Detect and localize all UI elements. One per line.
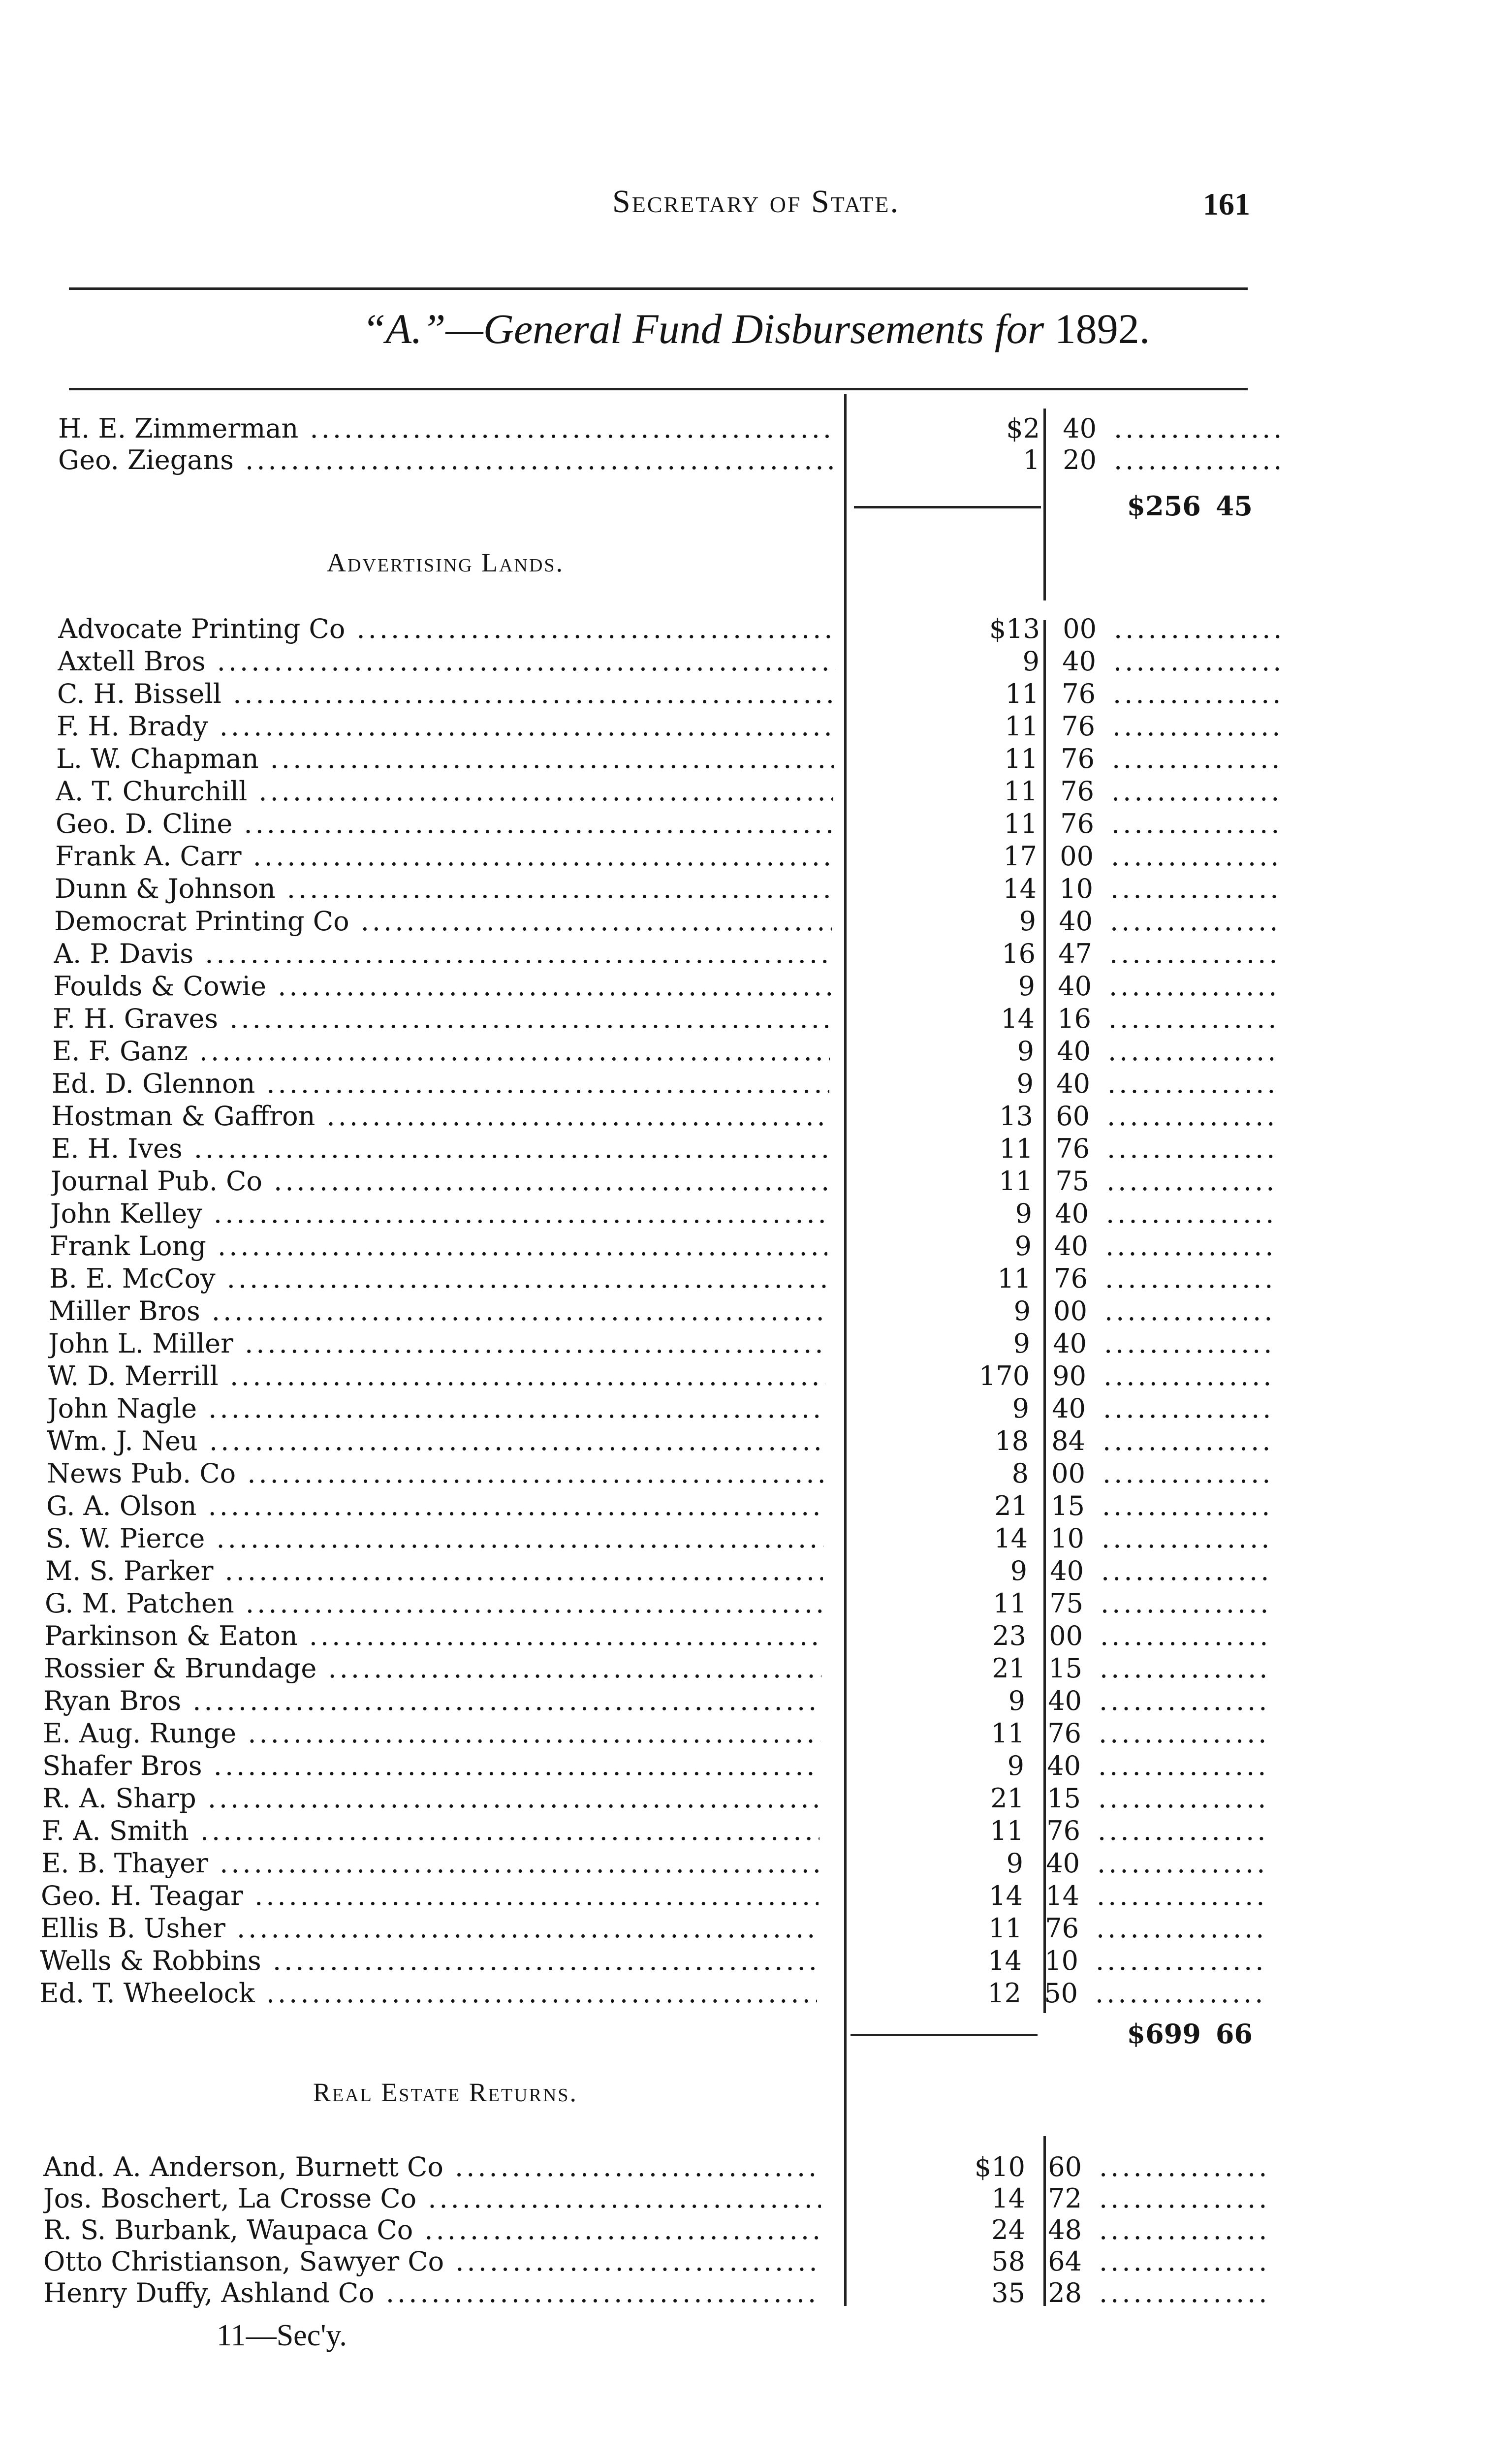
entry-row <box>47 1392 1274 1425</box>
entry-cents: 15 <box>1047 1783 1081 1814</box>
entry-cents: 72 <box>1048 2183 1082 2214</box>
entry-row <box>50 1230 1277 1262</box>
entry-cents: 40 <box>1052 1393 1086 1424</box>
entry-cents: 40 <box>1054 1230 1088 1262</box>
entry-dollars: 13 <box>999 1101 1033 1132</box>
entry-leader-dots: ............... <box>1108 1003 1280 1034</box>
entry-cents: 76 <box>1046 1815 1080 1846</box>
entry-leader-dots: ............... <box>1113 678 1284 709</box>
entry-dollars: 11 <box>999 1133 1033 1164</box>
entry-cents: 84 <box>1051 1425 1085 1456</box>
entry-cents: 76 <box>1045 1913 1079 1944</box>
entry-leader-dots: ............... <box>1114 444 1285 475</box>
entry-name: F. A. Smith ..... <box>42 1815 819 1847</box>
entry-cents: 40 <box>1053 1328 1087 1359</box>
entry-dollars: 58 <box>991 2246 1025 2277</box>
entry-cents: 15 <box>1051 1490 1085 1521</box>
entry-leader-dots: ............... <box>1109 938 1281 969</box>
entry-name: Ellis B. Usher ..... <box>40 1912 818 1945</box>
entry-dollars: 11 <box>993 1588 1027 1619</box>
entry-name: John L. Miller ..... <box>48 1327 826 1360</box>
entry-name: G. M. Patchen ..... <box>45 1587 822 1620</box>
top-total-cents: 45 <box>1215 490 1253 522</box>
entry-dollars: 9 <box>1017 1036 1034 1067</box>
entry-cents: 50 <box>1044 1978 1078 2009</box>
entry-row <box>47 1425 1274 1457</box>
entry-row <box>43 2182 1270 2215</box>
entry-name: Wells & Robbins ..... <box>40 1945 818 1977</box>
entry-cents: 40 <box>1058 971 1092 1002</box>
entry-leader-dots: ............... <box>1102 1523 1273 1554</box>
entry-cents: 75 <box>1049 1588 1083 1619</box>
entry-row <box>47 1457 1274 1490</box>
entry-row <box>43 2277 1270 2309</box>
entry-name: Foulds & Cowie ..... <box>53 970 831 1003</box>
entry-leader-dots: ............... <box>1106 1166 1278 1197</box>
entry-leader-dots: ............... <box>1097 1848 1268 1879</box>
entry-leader-dots: ............... <box>1099 2151 1270 2182</box>
entry-dollars: 14 <box>994 1523 1028 1554</box>
entry-dollars: 24 <box>991 2214 1025 2245</box>
entry-dollars: 11 <box>1004 776 1038 807</box>
entry-row <box>55 840 1282 873</box>
entry-leader-dots: ............... <box>1108 1036 1279 1067</box>
page-number: 161 <box>1203 187 1250 221</box>
entry-row <box>54 938 1281 970</box>
entry-dollars: 9 <box>1016 1068 1034 1099</box>
entry-name: L. W. Chapman ..... <box>56 743 834 775</box>
entry-row <box>48 1327 1275 1360</box>
entry-row <box>45 1587 1272 1620</box>
entry-row <box>56 808 1283 840</box>
entry-name: E. B. Thayer ..... <box>41 1847 819 1880</box>
top-rule <box>69 287 1248 290</box>
entry-dollars: 9 <box>1008 1685 1025 1716</box>
entry-dollars: 11 <box>1004 743 1038 774</box>
entry-dollars: $13 <box>989 613 1040 644</box>
entry-name: John Nagle ..... <box>47 1392 825 1425</box>
entry-name: Rossier & Brundage ..... <box>44 1652 821 1685</box>
entry-cents: 10 <box>1059 873 1093 904</box>
advertising-total <box>1061 2018 1253 2050</box>
entry-dollars: 9 <box>1013 1328 1030 1359</box>
entry-dollars: 16 <box>1002 938 1036 969</box>
entry-row <box>46 1522 1273 1555</box>
entry-leader-dots: ............... <box>1111 808 1283 839</box>
entry-leader-dots: ............... <box>1102 1458 1274 1489</box>
entry-cents: 40 <box>1059 906 1093 937</box>
entry-leader-dots: ............... <box>1098 1783 1269 1814</box>
entry-cents: 76 <box>1056 1133 1090 1164</box>
entry-cents: 90 <box>1052 1360 1086 1391</box>
entry-cents: 40 <box>1057 1036 1091 1067</box>
entry-cents: 15 <box>1048 1653 1082 1684</box>
entry-dollars: 21 <box>994 1490 1028 1521</box>
entry-name: A. T. Churchill ..... <box>56 775 833 808</box>
entry-cents: 00 <box>1049 1620 1083 1651</box>
entry-row <box>52 1068 1279 1100</box>
entry-row <box>51 1165 1278 1198</box>
entry-row <box>43 1717 1270 1750</box>
entry-cents: 40 <box>1047 1750 1081 1781</box>
entry-dollars: 18 <box>995 1425 1029 1456</box>
entry-leader-dots: ............... <box>1111 776 1283 807</box>
real-estate-returns-heading: Real Estate Returns. <box>313 2078 578 2107</box>
entry-leader-dots: ............... <box>1099 1718 1270 1749</box>
entry-leader-dots: ............... <box>1101 1588 1272 1619</box>
entry-row <box>51 1133 1278 1165</box>
entry-dollars: 170 <box>978 1360 1030 1391</box>
entry-dollars: 9 <box>1018 971 1035 1002</box>
entry-cents: 76 <box>1060 808 1094 839</box>
entry-cents: 10 <box>1050 1523 1084 1554</box>
entry-dollars: 9 <box>1013 1295 1031 1326</box>
entry-cents: 60 <box>1056 1101 1090 1132</box>
entry-row <box>55 873 1282 905</box>
entry-dollars: 23 <box>992 1620 1026 1651</box>
entry-name: R. S. Burbank, Waupaca Co ..... <box>43 2214 821 2246</box>
advertising-lands-heading: Advertising Lands. <box>326 548 565 577</box>
entry-dollars: 11 <box>1005 678 1039 709</box>
entry-leader-dots: ............... <box>1110 906 1281 937</box>
entry-leader-dots: ............... <box>1101 1555 1272 1586</box>
entry-name: Frank A. Carr ..... <box>55 840 833 873</box>
entry-dollars: 35 <box>991 2277 1025 2308</box>
entry-dollars: 14 <box>1001 1003 1035 1034</box>
entry-row <box>49 1295 1276 1327</box>
entry-dollars: 9 <box>1022 646 1040 677</box>
entry-leader-dots: ............... <box>1102 1425 1274 1456</box>
entry-cents: 47 <box>1058 938 1092 969</box>
entry-row <box>41 1880 1268 1912</box>
entry-row <box>53 1003 1280 1035</box>
entry-cents: 76 <box>1061 711 1095 742</box>
entry-name: C. H. Bissell ..... <box>57 678 835 710</box>
entry-cents: 28 <box>1048 2277 1082 2308</box>
entry-leader-dots: ............... <box>1099 2277 1270 2308</box>
entry-row <box>56 743 1283 775</box>
entry-name: Ryan Bros ..... <box>43 1685 821 1717</box>
entry-leader-dots: ............... <box>1107 1101 1278 1132</box>
entry-leader-dots: ............... <box>1099 2183 1270 2214</box>
entry-name: Wm. J. Neu ..... <box>47 1425 824 1457</box>
entry-cents: 40 <box>1055 1198 1089 1229</box>
entry-name: Shafer Bros ..... <box>42 1750 820 1782</box>
entry-dollars: 9 <box>1019 906 1036 937</box>
entry-dollars: $10 <box>974 2151 1025 2182</box>
entry-name: Geo. H. Teagar ..... <box>41 1880 819 1912</box>
entry-dollars: 9 <box>1014 1230 1032 1262</box>
entry-cents: 76 <box>1054 1263 1088 1294</box>
entry-name: Journal Pub. Co ..... <box>51 1165 828 1198</box>
entry-dollars: 9 <box>1007 1750 1024 1781</box>
entry-cents: 00 <box>1053 1295 1087 1326</box>
entry-leader-dots: ............... <box>1107 1133 1278 1164</box>
entry-name: Ed. D. Glennon ..... <box>52 1068 829 1100</box>
entry-leader-dots: ............... <box>1111 841 1282 872</box>
entry-row <box>58 613 1285 645</box>
entry-leader-dots: ............... <box>1103 1393 1274 1424</box>
header-rule <box>69 388 1248 390</box>
entry-cents: 40 <box>1048 1685 1082 1716</box>
entry-leader-dots: ............... <box>1110 873 1282 904</box>
entry-leader-dots: ............... <box>1100 1620 1271 1651</box>
entry-name: M. S. Parker ..... <box>45 1555 823 1587</box>
entry-cents: 14 <box>1045 1880 1079 1911</box>
entry-leader-dots: ............... <box>1096 1913 1267 1944</box>
entry-row <box>42 1750 1269 1782</box>
entry-row <box>53 970 1280 1003</box>
entry-row <box>50 1198 1277 1230</box>
entry-cents: 76 <box>1060 776 1094 807</box>
subtotal-rule-2 <box>850 2034 1038 2036</box>
entry-dollars: 8 <box>1011 1458 1029 1489</box>
entry-leader-dots: ............... <box>1113 646 1285 677</box>
entry-name: Geo. D. Cline ..... <box>56 808 833 840</box>
entry-dollars: 12 <box>987 1978 1021 2009</box>
entry-name: News Pub. Co ..... <box>47 1457 824 1490</box>
top-total <box>1061 490 1253 522</box>
entry-name: Frank Long ..... <box>50 1230 827 1262</box>
entry-name: Miller Bros ..... <box>49 1295 826 1327</box>
entry-name: Jos. Boschert, La Crosse Co ..... <box>43 2182 821 2215</box>
entry-dollars: 11 <box>991 1718 1025 1749</box>
entry-name: E. F. Ganz ..... <box>52 1035 830 1068</box>
entry-cents: 00 <box>1051 1458 1085 1489</box>
advertising-total-dollars: $699 <box>1127 2018 1201 2050</box>
entry-cents: 40 <box>1046 1848 1080 1879</box>
entry-name: Henry Duffy, Ashland Co ..... <box>43 2277 821 2309</box>
entry-leader-dots: ............... <box>1099 2214 1270 2245</box>
entry-leader-dots: ............... <box>1095 1978 1266 2009</box>
entry-leader-dots: ............... <box>1107 1068 1279 1099</box>
entry-row <box>58 444 1285 476</box>
entry-name: W. D. Merrill ..... <box>48 1360 825 1392</box>
entry-name: G. A. Olson ..... <box>46 1490 824 1522</box>
entry-name: F. H. Graves ..... <box>53 1003 830 1035</box>
entry-row <box>46 1490 1273 1522</box>
entry-cents: 40 <box>1050 1555 1084 1586</box>
entry-dollars: 11 <box>1005 711 1039 742</box>
entry-row <box>52 1035 1279 1068</box>
entry-cents: 00 <box>1060 841 1094 872</box>
entry-row <box>43 2245 1270 2278</box>
entry-name: Geo. Ziegans ..... <box>58 444 836 476</box>
entry-leader-dots: ............... <box>1109 971 1280 1002</box>
entry-name: John Kelley ..... <box>50 1198 828 1230</box>
entry-leader-dots: ............... <box>1112 711 1284 742</box>
top-total-dollars: $256 <box>1127 490 1201 522</box>
entry-cents: 40 <box>1062 646 1096 677</box>
entry-dollars: 14 <box>988 1945 1022 1976</box>
signature-mark: 11—Sec'y. <box>217 2319 347 2352</box>
table-title-year: 1892. <box>1054 305 1150 352</box>
entry-cents: 00 <box>1063 613 1097 644</box>
entry-dollars: 1 <box>1023 444 1040 475</box>
entry-leader-dots: ............... <box>1104 1295 1276 1326</box>
entry-row <box>40 1945 1267 1977</box>
entry-cents: 48 <box>1048 2214 1082 2245</box>
entry-row <box>41 1847 1268 1880</box>
entry-cents: 40 <box>1063 413 1097 444</box>
entry-name: Ed. T. Wheelock ..... <box>39 1977 817 2010</box>
entry-row <box>42 1782 1269 1815</box>
entry-row <box>43 2214 1270 2246</box>
table-title <box>0 304 1512 353</box>
table-title-text: “A.”—General Fund Disbursements for <box>362 305 1044 352</box>
entry-row <box>49 1262 1276 1295</box>
entry-dollars: 21 <box>990 1783 1024 1814</box>
entry-cents: 76 <box>1061 743 1095 774</box>
entry-row <box>40 1912 1267 1945</box>
entry-dollars: 9 <box>1015 1198 1032 1229</box>
entry-name: Parkinson & Eaton ..... <box>44 1620 822 1652</box>
entry-dollars: 11 <box>999 1166 1033 1197</box>
entry-dollars: 9 <box>1006 1848 1023 1879</box>
entry-dollars: 14 <box>989 1880 1023 1911</box>
running-head: Secretary of State. <box>612 184 900 220</box>
entry-name: S. W. Pierce ..... <box>46 1522 823 1555</box>
entry-cents: 40 <box>1056 1068 1090 1099</box>
entry-name: E. H. Ives ..... <box>51 1133 829 1165</box>
entry-name: A. P. Davis ..... <box>54 938 831 970</box>
entry-leader-dots: ............... <box>1114 613 1285 644</box>
entry-leader-dots: ............... <box>1103 1360 1275 1391</box>
entry-row <box>51 1100 1278 1133</box>
entry-leader-dots: ............... <box>1105 1263 1276 1294</box>
entry-dollars: 9 <box>1012 1393 1029 1424</box>
entry-name: Dunn & Johnson ..... <box>55 873 832 905</box>
entry-row <box>44 1652 1271 1685</box>
entry-leader-dots: ............... <box>1098 1750 1269 1781</box>
entry-leader-dots: ............... <box>1104 1328 1275 1359</box>
entry-cents: 10 <box>1044 1945 1078 1976</box>
entry-dollars: $2 <box>1006 413 1040 444</box>
entry-name: Democrat Printing Co ..... <box>54 905 832 938</box>
entry-cents: 16 <box>1057 1003 1091 1034</box>
entry-cents: 60 <box>1048 2151 1082 2182</box>
entry-leader-dots: ............... <box>1106 1198 1277 1229</box>
entry-leader-dots: ............... <box>1099 1685 1270 1716</box>
entry-name: Hostman & Gaffron ..... <box>51 1100 829 1133</box>
entry-dollars: 14 <box>991 2183 1025 2214</box>
entry-row <box>39 1977 1266 2010</box>
entry-cents: 75 <box>1055 1166 1089 1197</box>
entry-cents: 20 <box>1063 444 1097 475</box>
entry-name: B. E. McCoy ..... <box>49 1262 827 1295</box>
entry-leader-dots: ............... <box>1112 743 1283 774</box>
entry-row <box>57 710 1284 743</box>
entry-row <box>42 1815 1269 1847</box>
entry-dollars: 11 <box>988 1913 1022 1944</box>
entry-name: H. E. Zimmerman ..... <box>58 412 836 445</box>
entry-leader-dots: ............... <box>1096 1945 1267 1976</box>
entry-name: Axtell Bros ..... <box>58 645 835 678</box>
entry-name: Advocate Printing Co ..... <box>58 613 836 645</box>
entry-leader-dots: ............... <box>1098 1815 1269 1846</box>
entry-cents: 76 <box>1062 678 1096 709</box>
entry-cents: 76 <box>1047 1718 1081 1749</box>
entry-cents: 64 <box>1048 2246 1082 2277</box>
entry-dollars: 11 <box>997 1263 1031 1294</box>
entry-name: F. H. Brady ..... <box>57 710 834 743</box>
entry-leader-dots: ............... <box>1114 413 1285 444</box>
entry-row <box>57 678 1284 710</box>
entry-name: Otto Christianson, Sawyer Co ..... <box>43 2245 821 2278</box>
entry-name: E. Aug. Runge ..... <box>43 1717 820 1750</box>
entry-row <box>58 412 1285 445</box>
entry-row <box>43 1685 1270 1717</box>
entry-dollars: 11 <box>1004 808 1038 839</box>
entry-name: R. A. Sharp ..... <box>42 1782 820 1815</box>
entry-row <box>58 645 1285 678</box>
advertising-total-cents: 66 <box>1215 2018 1253 2050</box>
entry-leader-dots: ............... <box>1099 2246 1270 2277</box>
entry-row <box>54 905 1281 938</box>
entry-row <box>56 775 1283 808</box>
entry-dollars: 21 <box>992 1653 1026 1684</box>
entry-row <box>48 1360 1275 1392</box>
entry-row <box>44 1620 1271 1652</box>
entry-leader-dots: ............... <box>1105 1230 1277 1262</box>
entry-dollars: 9 <box>1010 1555 1027 1586</box>
entry-leader-dots: ............... <box>1097 1880 1268 1911</box>
entry-row <box>43 2151 1270 2183</box>
entry-dollars: 17 <box>1003 841 1037 872</box>
entry-leader-dots: ............... <box>1100 1653 1271 1684</box>
entry-dollars: 14 <box>1003 873 1037 904</box>
entry-row <box>45 1555 1272 1587</box>
entry-name: And. A. Anderson, Burnett Co ..... <box>43 2151 821 2183</box>
entry-leader-dots: ............... <box>1102 1490 1273 1521</box>
subtotal-rule-1 <box>854 506 1041 508</box>
entry-dollars: 11 <box>990 1815 1024 1846</box>
